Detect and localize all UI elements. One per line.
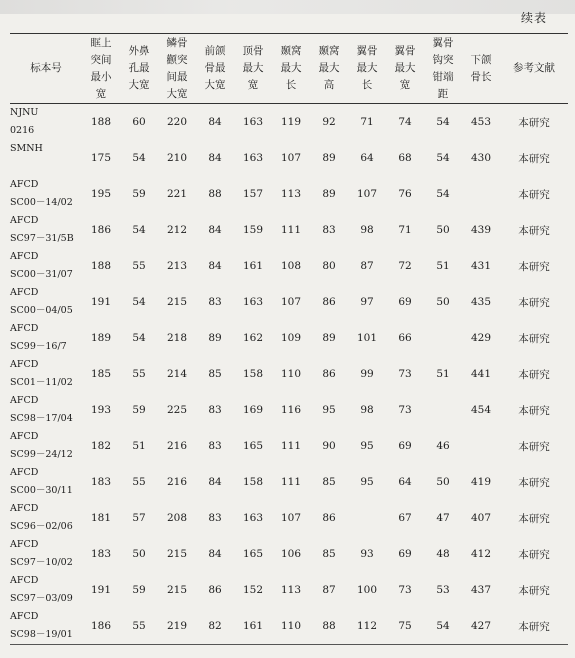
- value-cell: [424, 320, 462, 356]
- value-cell: 191: [90, 296, 112, 308]
- value-cell: 107: [280, 512, 302, 524]
- specimen-id-line: SC00－30/11: [10, 485, 73, 496]
- value-cell: 66: [398, 332, 412, 344]
- value-cell: 407: [470, 512, 492, 524]
- specimen-id-cell: [10, 356, 82, 392]
- value-cell: 188: [90, 116, 112, 128]
- value-cell: 95: [322, 404, 336, 416]
- table-row: [10, 176, 568, 212]
- value-cell: 53: [436, 584, 450, 596]
- column-header-line: 颧突: [166, 53, 188, 66]
- column-header-line: 眶上: [90, 36, 112, 49]
- value-cell: 76: [398, 188, 412, 200]
- column-header: [386, 34, 424, 104]
- reference-cell: 本研究: [518, 476, 550, 489]
- value-cell: 72: [398, 260, 412, 272]
- value-cell: 48: [436, 548, 450, 560]
- table-row: [10, 320, 568, 356]
- value-cell: [462, 428, 500, 464]
- column-header: [120, 34, 158, 104]
- specimen-id-line: SC96－02/06: [10, 521, 73, 532]
- specimen-id-line: AFCD: [10, 395, 39, 406]
- value-cell: 50: [436, 296, 450, 308]
- reference-cell: 本研究: [518, 260, 550, 273]
- value-cell: 47: [436, 512, 450, 524]
- reference-cell: 本研究: [518, 512, 550, 525]
- value-cell: 84: [208, 548, 222, 560]
- specimen-id-line: AFCD: [10, 287, 39, 298]
- value-cell: 159: [242, 224, 264, 236]
- column-header-line: 翼骨: [356, 45, 378, 57]
- value-cell: 111: [280, 224, 302, 236]
- specimen-id-line: SC98－17/04: [10, 413, 73, 424]
- value-cell: 101: [356, 332, 378, 344]
- value-cell: 89: [322, 332, 336, 344]
- specimen-id-line: SC97－31/5B: [10, 233, 74, 244]
- specimen-id-line: AFCD: [10, 431, 39, 442]
- value-cell: 412: [470, 548, 492, 560]
- column-header-line: 宽: [95, 87, 107, 100]
- value-cell: 59: [132, 404, 146, 416]
- specimen-id-line: SC97－10/02: [10, 557, 73, 568]
- value-cell: 54: [132, 152, 146, 164]
- column-header-line: 最小: [90, 70, 112, 83]
- value-cell: 92: [322, 116, 336, 128]
- column-header-line: 翼骨: [432, 36, 454, 49]
- specimen-id-cell: [10, 428, 82, 464]
- value-cell: 54: [436, 152, 450, 164]
- specimen-id-line: SC99－16/7: [10, 341, 67, 352]
- specimen-id-line: AFCD: [10, 323, 39, 334]
- value-cell: 51: [132, 440, 146, 452]
- column-header-line: 大宽: [128, 79, 150, 91]
- column-header-line: 最大: [242, 62, 264, 74]
- value-cell: 85: [322, 476, 336, 488]
- reference-cell: 本研究: [518, 152, 550, 165]
- value-cell: 208: [166, 512, 188, 524]
- value-cell: 182: [90, 440, 112, 452]
- value-cell: 59: [132, 584, 146, 596]
- specimen-id-cell: [10, 320, 82, 356]
- value-cell: 158: [242, 476, 264, 488]
- value-cell: 46: [436, 440, 450, 452]
- column-header-line: 参考文献: [513, 62, 555, 74]
- value-cell: 73: [398, 584, 412, 596]
- column-header-line: 最大: [394, 62, 416, 74]
- column-header-line: 外鼻: [128, 45, 150, 57]
- column-header-line: 颞窝: [318, 45, 340, 57]
- value-cell: 90: [322, 440, 336, 452]
- value-cell: 50: [132, 548, 146, 560]
- reference-cell: 本研究: [500, 608, 568, 645]
- value-cell: 186: [90, 224, 112, 236]
- column-header-line: 宽: [399, 79, 411, 91]
- value-cell: 64: [360, 152, 374, 164]
- value-cell: 435: [470, 296, 492, 308]
- value-cell: 439: [470, 224, 492, 236]
- reference-cell: 本研究: [518, 188, 550, 201]
- value-cell: 95: [360, 440, 374, 452]
- value-cell: 89: [322, 188, 336, 200]
- value-cell: 152: [242, 584, 264, 596]
- value-cell: 437: [470, 584, 492, 596]
- column-header: [500, 34, 568, 104]
- column-header-line: 最大: [280, 62, 302, 74]
- value-cell: 119: [280, 116, 302, 128]
- value-cell: 89: [208, 332, 222, 344]
- value-cell: 111: [280, 440, 302, 452]
- column-header-line: 宽: [247, 79, 259, 91]
- value-cell: 215: [166, 296, 188, 308]
- value-cell: 441: [470, 368, 492, 380]
- value-cell: 55: [132, 368, 146, 380]
- specimen-id-line: [10, 158, 82, 176]
- column-header-line: 大宽: [204, 79, 226, 91]
- table-row: [10, 608, 568, 645]
- value-cell: 215: [166, 584, 188, 596]
- specimen-id-cell: [10, 212, 82, 248]
- value-cell: 111: [280, 476, 302, 488]
- column-header: [272, 34, 310, 104]
- column-header-line: 间最: [166, 70, 188, 83]
- column-header: [234, 34, 272, 104]
- column-header-line: 骨最: [204, 62, 226, 74]
- value-cell: 193: [90, 404, 112, 416]
- value-cell: 112: [348, 608, 386, 645]
- column-header-line: 长: [285, 79, 297, 91]
- table-row: [10, 392, 568, 428]
- value-cell: 50: [436, 224, 450, 236]
- value-cell: 83: [208, 440, 222, 452]
- column-header: [82, 34, 120, 104]
- specimen-id-line: SMNH: [10, 143, 43, 154]
- value-cell: 84: [208, 152, 222, 164]
- value-cell: 57: [132, 512, 146, 524]
- column-header-line: 骨长: [470, 70, 492, 83]
- value-cell: [424, 392, 462, 428]
- table-row: [10, 248, 568, 284]
- column-header-line: 标本号: [30, 62, 62, 74]
- value-cell: 225: [166, 404, 188, 416]
- value-cell: 86: [322, 512, 336, 524]
- specimen-id-line: SC00－31/07: [10, 269, 73, 280]
- reference-cell: 本研究: [518, 332, 550, 345]
- value-cell: 214: [166, 368, 188, 380]
- value-cell: 158: [242, 368, 264, 380]
- reference-cell: 本研究: [518, 584, 550, 597]
- value-cell: 161: [234, 608, 272, 645]
- value-cell: 218: [166, 332, 188, 344]
- column-header-line: 鳞骨: [166, 36, 188, 49]
- value-cell: 98: [360, 224, 374, 236]
- column-header-line: 颞窝: [280, 45, 302, 57]
- value-cell: 73: [398, 368, 412, 380]
- bleed-through-text: [0, 0, 575, 14]
- value-cell: [348, 500, 386, 536]
- value-cell: 83: [208, 296, 222, 308]
- specimen-id-line: AFCD: [10, 467, 39, 478]
- specimen-id-cell: [10, 140, 82, 176]
- specimen-id-line: AFCD: [10, 575, 39, 586]
- value-cell: 80: [322, 260, 336, 272]
- specimen-id-line: AFCD: [10, 359, 39, 370]
- specimen-id-line: SC01－11/02: [10, 377, 73, 388]
- value-cell: 54: [424, 608, 462, 645]
- value-cell: 453: [470, 116, 492, 128]
- table-row: [10, 428, 568, 464]
- value-cell: 88: [208, 188, 222, 200]
- value-cell: 74: [398, 116, 412, 128]
- specimen-id-cell: [10, 572, 82, 608]
- value-cell: 100: [356, 584, 378, 596]
- value-cell: 88: [310, 608, 348, 645]
- value-cell: 69: [398, 548, 412, 560]
- value-cell: 163: [242, 116, 264, 128]
- value-cell: 95: [360, 476, 374, 488]
- value-cell: 185: [90, 368, 112, 380]
- value-cell: 189: [90, 332, 112, 344]
- value-cell: 85: [208, 368, 222, 380]
- column-header-line: 最大: [356, 62, 378, 74]
- value-cell: 220: [166, 116, 188, 128]
- value-cell: 165: [242, 548, 264, 560]
- value-cell: 67: [398, 512, 412, 524]
- value-cell: 163: [242, 296, 264, 308]
- value-cell: 116: [280, 404, 302, 416]
- specimen-id-line: SC98－19/01: [10, 629, 73, 640]
- value-cell: 51: [436, 368, 450, 380]
- value-cell: 419: [470, 476, 492, 488]
- column-header-line: 钩突: [432, 53, 454, 66]
- value-cell: 163: [242, 152, 264, 164]
- continued-label: 续表: [520, 11, 547, 25]
- table-row: [10, 212, 568, 248]
- value-cell: 85: [322, 548, 336, 560]
- value-cell: 175: [90, 152, 112, 164]
- value-cell: 110: [280, 368, 302, 380]
- specimen-id-line: 0216: [10, 125, 35, 136]
- specimen-id-cell: [10, 392, 82, 428]
- specimen-id-line: SC99－24/12: [10, 449, 73, 460]
- value-cell: 113: [280, 584, 302, 596]
- specimen-id-cell: [10, 464, 82, 500]
- value-cell: 59: [132, 188, 146, 200]
- reference-cell: 本研究: [518, 548, 550, 561]
- specimen-id-line: AFCD: [10, 611, 39, 622]
- column-header: [196, 34, 234, 104]
- specimen-id-line: NJNU: [10, 107, 39, 118]
- value-cell: 183: [90, 476, 112, 488]
- specimen-id-line: SC97－03/09: [10, 593, 73, 604]
- value-cell: 181: [90, 512, 112, 524]
- value-cell: 215: [166, 548, 188, 560]
- value-cell: 191: [90, 584, 112, 596]
- table-row: [10, 104, 568, 141]
- value-cell: 54: [132, 296, 146, 308]
- column-header: [10, 34, 82, 104]
- value-cell: 113: [280, 188, 302, 200]
- specimen-id-line: AFCD: [10, 179, 39, 190]
- specimen-id-line: AFCD: [10, 539, 39, 550]
- column-header-line: 前颌: [204, 45, 226, 57]
- table-row: [10, 572, 568, 608]
- reference-cell: 本研究: [518, 224, 550, 237]
- value-cell: 108: [280, 260, 302, 272]
- value-cell: 188: [90, 260, 112, 272]
- column-header-line: 距: [437, 87, 449, 100]
- value-cell: 55: [132, 260, 146, 272]
- value-cell: 216: [166, 476, 188, 488]
- table-row: [10, 500, 568, 536]
- value-cell: 68: [398, 152, 412, 164]
- measurement-table: [10, 33, 568, 645]
- value-cell: 71: [360, 116, 374, 128]
- value-cell: 50: [436, 476, 450, 488]
- value-cell: 210: [166, 152, 188, 164]
- value-cell: 212: [166, 224, 188, 236]
- column-header-line: 翼骨: [394, 45, 416, 57]
- value-cell: 157: [242, 188, 264, 200]
- value-cell: 54: [436, 188, 450, 200]
- value-cell: 431: [470, 260, 492, 272]
- value-cell: 183: [90, 548, 112, 560]
- table-row: [10, 356, 568, 392]
- value-cell: 64: [398, 476, 412, 488]
- value-cell: 219: [158, 608, 196, 645]
- value-cell: 110: [272, 608, 310, 645]
- value-cell: 75: [386, 608, 424, 645]
- value-cell: 169: [242, 404, 264, 416]
- value-cell: 107: [280, 152, 302, 164]
- value-cell: 87: [322, 584, 336, 596]
- value-cell: 97: [360, 296, 374, 308]
- value-cell: 86: [208, 584, 222, 596]
- specimen-id-cell: [10, 176, 82, 212]
- reference-cell: 本研究: [518, 116, 550, 129]
- value-cell: 82: [196, 608, 234, 645]
- reference-cell: 本研究: [518, 296, 550, 309]
- value-cell: 84: [208, 116, 222, 128]
- table-body: [10, 104, 568, 645]
- specimen-id-line: AFCD: [10, 251, 39, 262]
- value-cell: 98: [360, 404, 374, 416]
- value-cell: 69: [398, 296, 412, 308]
- value-cell: 161: [242, 260, 264, 272]
- value-cell: 430: [470, 152, 492, 164]
- value-cell: 93: [360, 548, 374, 560]
- value-cell: 84: [208, 476, 222, 488]
- value-cell: 54: [132, 224, 146, 236]
- value-cell: 87: [360, 260, 374, 272]
- specimen-id-line: SC00－14/02: [10, 197, 73, 208]
- column-header: [462, 34, 500, 104]
- value-cell: 89: [322, 152, 336, 164]
- table-header-row: [10, 34, 568, 104]
- value-cell: 51: [436, 260, 450, 272]
- value-cell: 60: [132, 116, 146, 128]
- column-header-line: 突间: [90, 53, 112, 66]
- value-cell: 213: [166, 260, 188, 272]
- value-cell: 216: [166, 440, 188, 452]
- value-cell: 107: [280, 296, 302, 308]
- value-cell: 165: [242, 440, 264, 452]
- column-header-line: 钳端: [432, 70, 454, 83]
- specimen-id-cell: [10, 284, 82, 320]
- value-cell: 107: [356, 188, 378, 200]
- value-cell: 163: [242, 512, 264, 524]
- column-header-line: 高: [323, 79, 335, 91]
- value-cell: 83: [322, 224, 336, 236]
- column-header: [348, 34, 386, 104]
- specimen-id-line: AFCD: [10, 503, 39, 514]
- value-cell: 99: [360, 368, 374, 380]
- value-cell: 83: [208, 404, 222, 416]
- column-header-line: 孔最: [128, 62, 150, 74]
- column-header-line: 顶骨: [242, 45, 264, 57]
- value-cell: 162: [242, 332, 264, 344]
- value-cell: 86: [322, 368, 336, 380]
- reference-cell: 本研究: [518, 368, 550, 381]
- specimen-id-cell: [10, 104, 82, 141]
- value-cell: 186: [82, 608, 120, 645]
- column-header: [424, 34, 462, 104]
- column-header: [158, 34, 196, 104]
- specimen-id-line: AFCD: [10, 215, 39, 226]
- specimen-id-cell: [10, 248, 82, 284]
- value-cell: 84: [208, 260, 222, 272]
- value-cell: 86: [322, 296, 336, 308]
- value-cell: [462, 176, 500, 212]
- column-header-line: 最大: [318, 62, 340, 74]
- value-cell: 429: [470, 332, 492, 344]
- value-cell: 54: [436, 116, 450, 128]
- specimen-id-line: SC00－04/05: [10, 305, 73, 316]
- column-header-line: 长: [361, 79, 373, 91]
- value-cell: 454: [470, 404, 492, 416]
- value-cell: 71: [398, 224, 412, 236]
- value-cell: 427: [462, 608, 500, 645]
- value-cell: 54: [132, 332, 146, 344]
- value-cell: 83: [208, 512, 222, 524]
- reference-cell: 本研究: [518, 404, 550, 417]
- value-cell: 195: [90, 188, 112, 200]
- specimen-id-cell: [10, 536, 82, 572]
- column-header: [310, 34, 348, 104]
- specimen-id-cell: [10, 608, 82, 645]
- column-header-line: 下颌: [470, 53, 492, 66]
- value-cell: 109: [280, 332, 302, 344]
- value-cell: 55: [120, 608, 158, 645]
- table-row: [10, 536, 568, 572]
- value-cell: 69: [398, 440, 412, 452]
- reference-cell: 本研究: [518, 440, 550, 453]
- table-row: [10, 284, 568, 320]
- value-cell: 55: [132, 476, 146, 488]
- value-cell: 84: [208, 224, 222, 236]
- specimen-id-cell: [10, 500, 82, 536]
- column-header-line: 大宽: [166, 87, 188, 100]
- table-row: [10, 464, 568, 500]
- value-cell: 106: [280, 548, 302, 560]
- table-row: [10, 140, 568, 176]
- value-cell: 221: [166, 188, 188, 200]
- value-cell: 73: [398, 404, 412, 416]
